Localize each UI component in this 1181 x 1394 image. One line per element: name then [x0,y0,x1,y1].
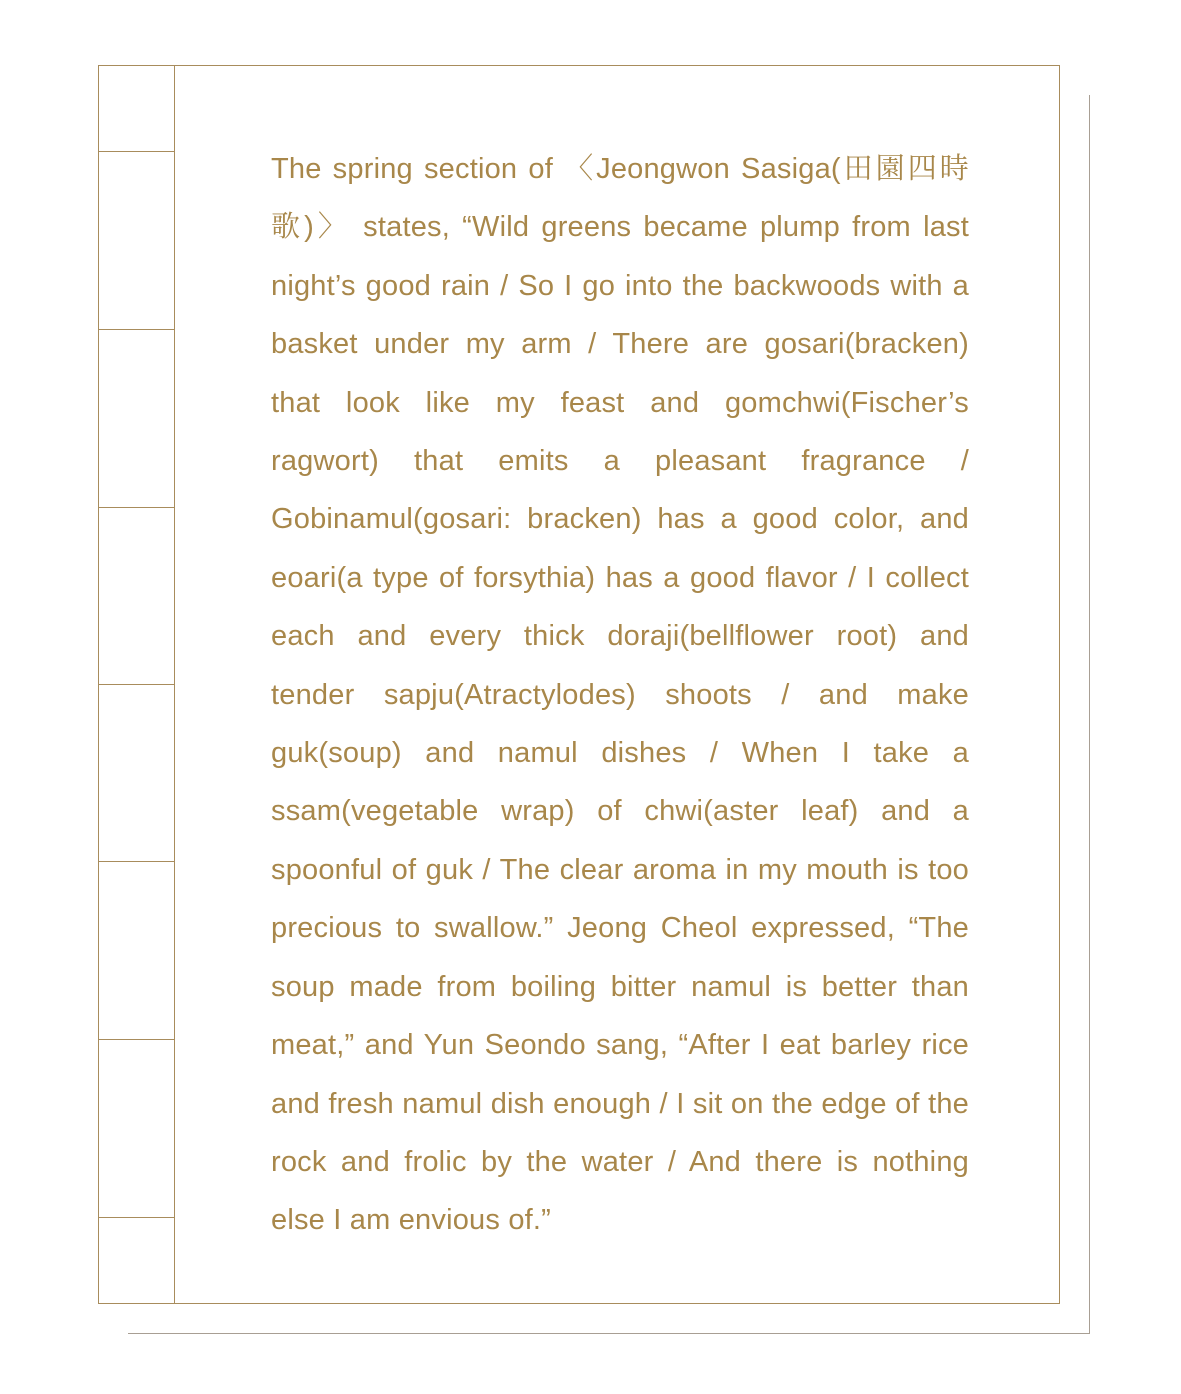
book-page [98,65,1060,1304]
binding-stitch-line [99,1039,174,1040]
binding-stitch-line [99,151,174,152]
binding-stitch-line [99,861,174,862]
page-shadow-right-edge [1089,95,1090,1334]
binding-stitch-line [99,684,174,685]
body-paragraph: The spring section of 〈Jeongwon Sasiga(田園四時歌)〉 states, “Wild greens became plump from last night’s good rain / So I go into the backwoods with a basket under my arm / There are gosari(bracken) that look like my feast and gomchwi(Fischer’s ragwort) that emits a pleasant fragrance / Gobinamul(gosari: bracken) has a good color, and eoari(a type of forsythia) has a good flavor / I collect each and every thick doraji(bellflower root) and tender sapju(Atractylodes) shoots / and make guk(soup) and namul dishes / When I take a ssam(vegetable wrap) of chwi(aster leaf) and a spoonful of guk / The clear aroma in my mouth is too precious to swallow.” Jeong Cheol expressed, “The soup made from boiling bitter namul is better than meat,” and Yun Seondo sang, “After I eat barley rice and fresh namul dish enough / I sit on the edge of the rock and frolic by the water / And there is nothing else I am envious of.” [271,153,969,1237]
book-binding-margin [99,66,175,1303]
page-shadow-bottom-edge [128,1333,1090,1334]
binding-stitch-line [99,329,174,330]
binding-stitch-line [99,1217,174,1218]
binding-stitch-line [99,507,174,508]
